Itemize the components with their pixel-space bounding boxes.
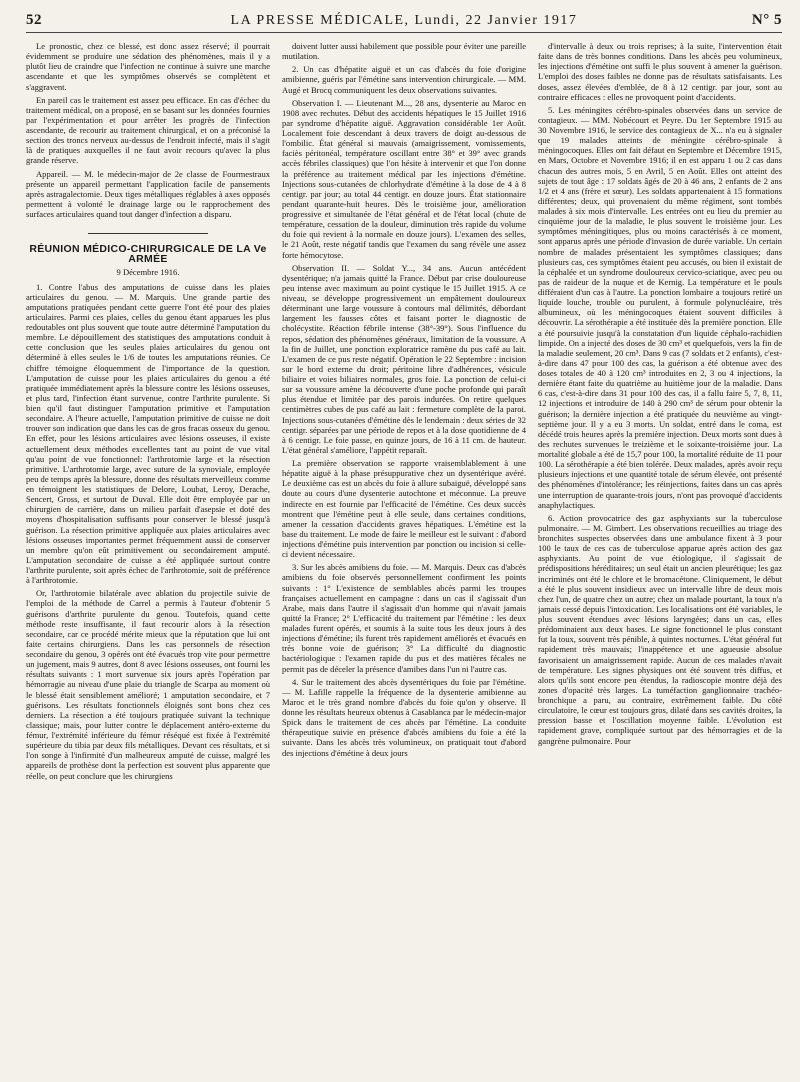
- column-3: [538, 41, 782, 1081]
- paragraph: d'intervalle à deux ou trois reprises; à la suite, l'intervention était faite dans de très bonnes conditions. Dans les abcès peu volumineux, les injections d'émétine ont suffi le plus souvent à amener la guérison. L'emploi des doses faibles ne donne pas de résultats satisfaisants. Les doses, assez élevées d'emblée, de 8 à 12 centigr. par jour, sont au contraire efficaces : elles ne provoquent point d'accidents.: [538, 41, 782, 102]
- paragraph: 6. Action provocatrice des gaz asphyxiants sur la tuberculose pulmonaire. — M. Gimbert. Les observations recueillies au triage des bronchites suspectes observées dans une ambulance fixent à 3 pour 100 le taux de ces cas de tuberculose apparue après action des gaz asphyxiants. Au point de vue étiologique, il s'agissait de prédispositions héréditaires; un seul était un ancien pleurétique; les gaz incriminés ont été le chlore et le bromacétone. Cliniquement, le début a été le plus souvent insidieux avec un intervalle libre de deux mois chez l'un, de quatre chez un autre; chez un malade pourtant, la toux n'a jamais cessé depuis l'intoxication. Les localisations ont été variables, le plus souvent étendues avec lésions laryngées; dans un cas, elles prédominaient aux deux bases. Le signe fonctionnel le plus constant fut la toux, souvent très pénible, à quintes nocturnes. L'état général fut rapidement très mauvais; l'inappétence et une agueusie absolue favorisaient un amaigrissement rapide. Aucun de ces malades n'avait de température. Les signes physiques ont été souvent très diffus, et alors qu'ils sont encore peu étendus, la radioscopie montre déjà des zones d'opacité très larges. La tuméfaction ganglionnaire trachéo-bronchique a paru, au contraire, extrêmement faible. Du côté circulatoire, le cœur est toujours gros, dilaté dans ses cavités droites, la pression basse et l'oscillation moyenne faible. L'évolution est rapidement grave, compliquée surtout par des hémorragies et de la gangrène pulmonaire. Pour: [538, 512, 782, 746]
- paragraph: 2. Un cas d'hépatite aiguë et un cas d'abcès du foie d'origine amibienne, guéris par l'émétine sans intervention chirurgicale. — MM. Augé et Brocq communiquent les deux observations suivantes.: [282, 64, 526, 95]
- column-1: [26, 41, 270, 1081]
- column-2: [282, 41, 526, 1081]
- page-number: 52: [26, 12, 42, 28]
- paragraph: Observation II. — Soldat Y..., 34 ans. Aucun antécédent dysentérique; n'a jamais quitté la France. Début par crise douloureuse peu intense avec maximum au point cystique le 15 Juillet 1915. A ce niveau, se développe progressivement un empâtement douloureux déterminant une large voussure à contours mal délimités, débordant largement les fausses côtes et faisant porter le diagnostic de cholécystite. Réaction fébrile intense (38°-39°). Sous l'influence du repos, sédation des phénomènes généraux, limitation de la voussure. A la fin de Juillet, une ponction exploratrice ramène du pus café au lait. L'examen de ce pus reste négatif. Opération le 22 Septembre : incision sur le bord externe du droit; péritoine libre d'adhérences, vésicule biliaire et voies biliaires normales, gros foie. La ponction de celui-ci sur sa voussure amène la découverte d'une poche profonde qui paraît plus étendue et limitée par des parois indurées. On retire quelques centimètres cubes de pus café au lait : fermeture complète de la paroi. Injections sous-cutanées d'émétine dès le lendemain : deux séries de 32 centigr. séparées par une période de repos et à la dose quotidienne de 4 à 6 centigr. Le foie passe, en quinze jours, de 16 à 11 cm. de hauteur. L'état général s'améliore, l'appétit reparaît.: [282, 262, 526, 455]
- section-divider: [88, 233, 208, 234]
- paragraph: 4. Sur le traitement des abcès dysentériques du foie par l'émétine. — M. Lafille rappelle la fréquence de la dysenterie amibienne au Maroc et le très grand nombre d'abcès du foie qu'on y observe. Il donne les résultats heureux obtenus à Casablanca par le médecin-major Spick dans le traitement de ces abcès par l'émétine. La conduite thérapeutique suivie en présence d'abcès amibiens du foie a été la suivante. Dans les abcès très volumineux, on pratiquait tout d'abord des injections d'émétine à deux jours: [282, 676, 526, 758]
- paragraph: doivent lutter aussi habilement que possible pour éviter une pareille mutilation.: [282, 41, 526, 62]
- paragraph: En pareil cas le traitement est assez peu efficace. En cas d'échec du traitement médical, on a proposé, en se basant sur les données fournies par l'expérimentation et pour arrêter les progrès de l'infection ascendante, de recourir au traitement chirurgical, et on a préconisé la section des troncs nerveux au-dessus de l'endroit infecté, mais il s'agit là de pratiques auxquelles il ne faut avoir recours qu'avec la plus grande réserve.: [26, 94, 270, 166]
- paragraph: Or, l'arthrotomie bilatérale avec ablation du projectile suivie de l'emploi de la méthode de Carrel a permis à l'auteur d'obtenir 5 guérisons d'arthrite purulente du genou. Toutefois, quand cette méthode reste insuffisante, il faut recourir alors à la résection secondaire, car ce procédé mérite mieux que la réputation que lui ont faite certains chirurgiens. Dans les cas personnels de résection secondaire du genou, 3 opérés ont été évacués trop vite pour permettre un jugement, mais 9 autres, dont 8 avec lésions osseuses, ont fourni les résultats suivants : 1 mort survenue six jours après l'opération par hémorragie au niveau d'une plaie du triangle de Scarpa au moment où le blessé était sensiblement amélioré; 1 amputation secondaire, et 7 guérisons. Les résultats fonctionnels éloignés sont bons chez ces derniers. La résection a été toujours pratiquée suivant la technique classique; mais, pour lutter contre le déplacement antéro-externe du fémur, l'extrémité inférieure du fémur réséqué est fixée à l'extrémité supérieure du tibia par deux fils métalliques. Devant ces résultats, et si l'on songe à l'infirmité d'un malheureux amputé de cuisse, malgré les appareils de prothèse dont la perfection est souvent plus apparente que réelle, on peut conclure que les chirurgiens: [26, 588, 270, 781]
- issue-number: N° 5: [751, 12, 782, 28]
- paragraph: La première observation se rapporte vraisemblablement à une hépatite aiguë à la phase présuppurative chez un dysentérique avéré. Le deuxième cas est un abcès du foie à allure subaiguë, développé sans doute au cours d'une dysenterie autochtone et méconnue. La preuve indirecte en est fournie par l'efficacité de l'émétine. Ces deux succès montrent que l'émétine peut à elle seule, dans certaines conditions, amener la cessation d'accidents graves hépatiques. L'émétine est la base du traitement. Le mode de faire le meilleur est le suivant : d'abord injections d'émétine puis intervention par ponction ou incision si celle-ci devient nécessaire.: [282, 458, 526, 560]
- paragraph: 5. Les méningites cérébro-spinales observées dans un service de contagieux. — MM. Nobécourt et Peyre. Du 1er Septembre 1915 au 30 Novembre 1916, le service des contagieux de X... n'a eu à signaler que 19 malades atteints de méningite cérébro-spinale à méningocoques. Elles ont fait défaut en Septembre et Décembre 1915, en Mars, Octobre et Novembre 1916; il en est apparu 1 ou 2 cas dans chacun des autres mois, 5 en Avril, 5 en Août. Elles ont atteint des sujets de tout âge : 17 soldats âgés de 20 à 46 ans, 2 enfants de 2 ans 1/2 et 4 ans (frère et sœur). Les soldats appartenaient à 15 formations différentes; deux, qui provenaient du même régiment, sont tombés malades à six mois d'intervalle. Les entrées ont eu lieu du premier au cinquième jour de la maladie, le plus souvent le troisième jour. Les symptômes méningitiques, plus ou moins caractérisés à ce moment, sont apparus après une période d'invasion de durée variable. Un certain nombre de malades présentaient les symptômes classiques; dans plusieurs cas, ces symptômes étaient peu accusés, ou bien il existait de la céphalée et un syndrome douloureux cervico-sciatique, avec peu ou pas de raideur de la nuque et de Kernig. La température et le pouls différaient d'un cas à l'autre. La ponction lombaire a toujours retiré un liquide louche, trouble ou purulent, à formule polynucléaire, très albumineux, où les méningocoques étaient souvent difficiles à découvrir. La sérothérapie a été instituée dès la première ponction. Elle a été poursuivie jusqu'à la constatation d'un liquide céphalo-rachidien limpide. On a injecté des doses de 30 cm³ et quelquefois, vers la fin de la maladie seulement, 20 cm³. Dans 9 cas (7 soldats et 2 enfants), c'est-à-dire dans 47 pour 100 des cas, la guérison a été obtenue avec des doses totales de 40 à 120 cm³ introduites en 2, 3 ou 4 injections, la dernière étant faite du quatrième au huitième jour de la maladie. Dans 6 cas, c'est-à-dire dans 31 pour 100 des cas, il a fallu faire 5, 7, 8, 11, 12 injections et introduire de 140 à 290 cm³ de sérum pour obtenir la guérison; la dernière injection a été pratiquée du neuvième au vingt-septième jour. Il y a eu 3 morts. Un soldat, entré dans le coma, est décédé trois heures après la première injection. Deux morts sont dues à des rechutes survenues le treizième et le soixante-troisième jour. La mortalité globale a été de 15,7 pour 100, la mortalité réduite de 11 pour 100. La sérothérapie a été bien tolérée. Deux malades, après avoir reçu plusieurs injections et une quantité totale de sérum élevée, ont présenté des phénomènes d'intolérance; les réinjections, faites dans un cas après une interruption de quarante-trois jours, n'ont pas provoqué d'accidents anaphylactiques.: [538, 104, 782, 510]
- text-columns: [26, 41, 782, 1081]
- paragraph: Appareil. — M. le médecin-major de 2e classe de Fourmestraux présente un appareil permettant l'application facile de pansements après astragalectomie. Deux tiges métalliques réglables à axes opposés permettent à volonté le drainage large ou le rapprochement des surfaces articulaires quand tout danger d'infection a disparu.: [26, 168, 270, 219]
- paragraph: Observation I. — Lieutenant M..., 28 ans, dysenterie au Maroc en 1908 avec rechutes. Début des accidents hépatiques le 15 Juillet 1916 par syndrome d'hépatite aiguë. Aggravation considérable 1er Août. Localement foie descendant à deux travers de doigt au-dessous de l'ombilic. État général si mauvais (amaigrissement, vomissements, faciès péritonéal, température oscillant entre 38° et 39° avec grands accès fébriles classiques) que l'on hésite à intervenir et que l'on donne la préférence au traitement médical par les injections d'émétine. Injections sous-cutanées de chlorhydrate d'émétine à la dose de 4 à 8 centigr. par jour; au total 44 centigr. en douze jours. État stationnaire pendant quarante-huit heures. Dès le troisième jour, amélioration progressive et simultanée de l'état général et de l'état local (chute de température, cessation de la douleur, diminution très rapide du volume du foie qui revient à la normale en douze jours). L'examen des selles, le 21 Août, reste négatif tandis que l'examen du sang révèle une assez forte hémocytose.: [282, 97, 526, 260]
- paragraph: Le pronostic, chez ce blessé, est donc assez réservé; il pourrait évidemment se produire une sédation des phénomènes, mais il y a plutôt lieu de craindre que l'infection ne continue à suivre une marche ascendante et que les symptômes observés se complètent et s'aggravent.: [26, 41, 270, 92]
- paragraph: 3. Sur les abcès amibiens du foie. — M. Marquis. Deux cas d'abcès amibiens du foie observés personnellement confirment les points suivants : 1° L'existence de semblables abcès parmi les troupes françaises actuellement en campagne : dans un cas il s'agissait d'un Arabe, mais dans l'autre il s'agissait d'un homme qui n'avait jamais quitté la France; 2° L'efficacité du traitement par l'émétine : les deux malades furent opérés, et soumis à la suite tous les deux jours à des injections d'émétine; ils furent très rapidement améliorés et évacués en très bonne voie de guérison; 3° La difficulté du diagnostic bactériologique : l'examen rapide du pus et des matières fécales ne permit pas de déceler la présence d'amibes dans l'un ni l'autre cas.: [282, 562, 526, 674]
- section-date: 9 Décembre 1916.: [116, 267, 180, 278]
- publication-title: LA PRESSE MÉDICALE, Lundi, 22 Janvier 1917: [230, 13, 578, 28]
- section-title: RÉUNION MÉDICO-CHIRURGICALE DE LA Ve ARMÉE: [29, 243, 267, 266]
- page-header: [26, 12, 782, 33]
- paragraph: 1. Contre l'abus des amputations de cuisse dans les plaies articulaires du genou. — M. Marquis. Une grande partie des amputations pratiquées pendant cette guerre l'ont été pour des plaies articulaires. Parmi ces plaies, celles du genou étant apparues les plus redoutables ont plus souvent que toute autre déterminé l'amputation du membre. Le dépouillement des statistiques des amputations conduit à cette conclusion que les seules plaies articulaires du genou ont déterminé à elles seules le 1/6 de toutes les amputations réunies. Ce chiffre témoigne éloquemment de l'importance de la question. L'amputation de cuisse pour les plaies articulaires du genou a été pratiquée immédiatement après la blessure contre les lésions osseuses, et plus tard, l'infection étant survenue, contre l'arthrite purulente. Si bien qu'il faut distinguer l'amputation primitive et l'amputation secondaire. A l'heure actuelle, l'amputation primitive de cuisse ne doit trouver son indication que dans les cas de gros fracas osseux du genou. En effet, pour les lésions articulaires avec lésions osseuses, il existe actuellement deux méthodes excellentes tant au point de vue vital qu'au point de vue fonctionnel: l'arthrotomie large et la résection primitive. L'arthrotomie large, avec suture de la synoviale, employée peu de temps après la blessure, donne des résultats merveilleux comme en témoignent les statistiques de Delore, Loubat, Leroy, Derache, Sencert, Gross, et surtout de Duval. Elle doit être employée par un chirurgien de carrière, dans un milieu parfait d'asepsie et doté des moyens d'hospitalisation suffisants pour conserver le blessé jusqu'à guérison. La résection primitive appliquée aux plaies articulaires avec lésions osseuses importantes permet fréquemment aussi de conserver un membre qu'on eût primitivement ou secondairement amputé. L'amputation secondaire de cuisse a été appliquée surtout contre l'arthrite purulente, soit après échec de l'arthrotomie, soit de préférence à l'arthrotomie.: [26, 281, 270, 586]
